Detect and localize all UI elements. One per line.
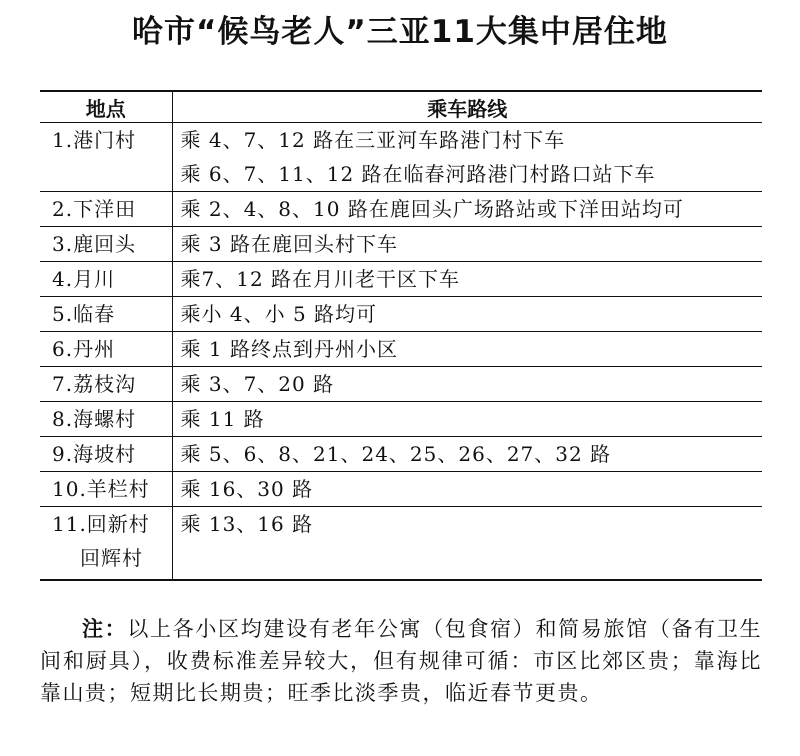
route-text: 乘 4、7、12 路在三亚河车路港门村下车 <box>180 128 566 152</box>
table-row <box>40 402 762 437</box>
place-name: 8.海螺村 <box>52 407 137 431</box>
place-cell <box>40 227 172 262</box>
place-name: 10.羊栏村 <box>52 477 150 501</box>
route-text: 乘 6、7、11、12 路在临春河路港门村路口站下车 <box>180 162 656 186</box>
route-cell <box>172 402 762 437</box>
place-name: 7.荔枝沟 <box>52 372 137 396</box>
place-cell <box>40 262 172 297</box>
routes-table <box>40 90 762 581</box>
table-row <box>40 227 762 262</box>
route-text: 乘 3 路在鹿回头村下车 <box>180 232 398 256</box>
table-row <box>40 332 762 367</box>
table-row <box>40 367 762 402</box>
route-text: 乘 11 路 <box>180 407 265 431</box>
route-cell <box>172 437 762 472</box>
route-text: 乘小 4、小 5 路均可 <box>180 302 378 326</box>
route-cell <box>172 507 762 581</box>
place-cell <box>40 297 172 332</box>
route-text: 乘 5、6、8、21、24、25、26、27、32 路 <box>180 442 612 466</box>
route-cell <box>172 367 762 402</box>
route-cell <box>172 332 762 367</box>
route-cell <box>172 262 762 297</box>
place-cell <box>40 332 172 367</box>
place-name: 回辉村 <box>80 546 143 570</box>
table-header-row <box>40 91 762 123</box>
route-text: 乘7、12 路在月川老干区下车 <box>180 267 461 291</box>
place-name: 6.丹州 <box>52 337 116 361</box>
route-text: 乘 1 路终点到丹州小区 <box>180 337 398 361</box>
route-text: 乘 3、7、20 路 <box>180 372 335 396</box>
place-name: 3.鹿回头 <box>52 232 137 256</box>
place-name: 4.月川 <box>52 267 116 291</box>
page-title: 哈市“候鸟老人”三亚11大集中居住地 <box>132 14 668 50</box>
routes-table-container <box>40 90 762 581</box>
place-cell <box>40 123 172 192</box>
place-cell <box>40 507 172 581</box>
route-cell <box>172 123 762 192</box>
route-cell <box>172 192 762 227</box>
place-name: 5.临春 <box>52 302 116 326</box>
table-body <box>40 123 762 581</box>
table-row <box>40 472 762 507</box>
route-cell <box>172 472 762 507</box>
table-row <box>40 507 762 581</box>
place-cell <box>40 402 172 437</box>
route-cell <box>172 297 762 332</box>
route-cell <box>172 227 762 262</box>
place-name: 1.港门村 <box>52 128 137 152</box>
place-name: 2.下洋田 <box>52 197 137 221</box>
header-place: 地点 <box>40 91 172 123</box>
place-name: 11.回新村 <box>52 512 150 536</box>
place-cell <box>40 192 172 227</box>
table-row <box>40 297 762 332</box>
route-text: 乘 13、16 路 <box>180 512 314 536</box>
header-route: 乘车路线 <box>172 91 762 123</box>
table-row <box>40 123 762 192</box>
table-row <box>40 262 762 297</box>
footnote-label: 注： <box>82 617 128 641</box>
footnote <box>40 613 762 709</box>
route-text: 乘 2、4、8、10 路在鹿回头广场路站或下洋田站均可 <box>180 197 684 221</box>
place-cell <box>40 437 172 472</box>
table-row <box>40 437 762 472</box>
route-text: 乘 16、30 路 <box>180 477 314 501</box>
place-name: 9.海坡村 <box>52 442 137 466</box>
footnote-text: 以上各小区均建设有老年公寓（包食宿）和简易旅馆（备有卫生间和厨具），收费标准差异较大，但有规律可循：市区比郊区贵；靠海比靠山贵；短期比长期贵；旺季比淡季贵，临近春节更贵。 <box>40 617 763 705</box>
table-row <box>40 192 762 227</box>
place-cell <box>40 472 172 507</box>
place-cell <box>40 367 172 402</box>
